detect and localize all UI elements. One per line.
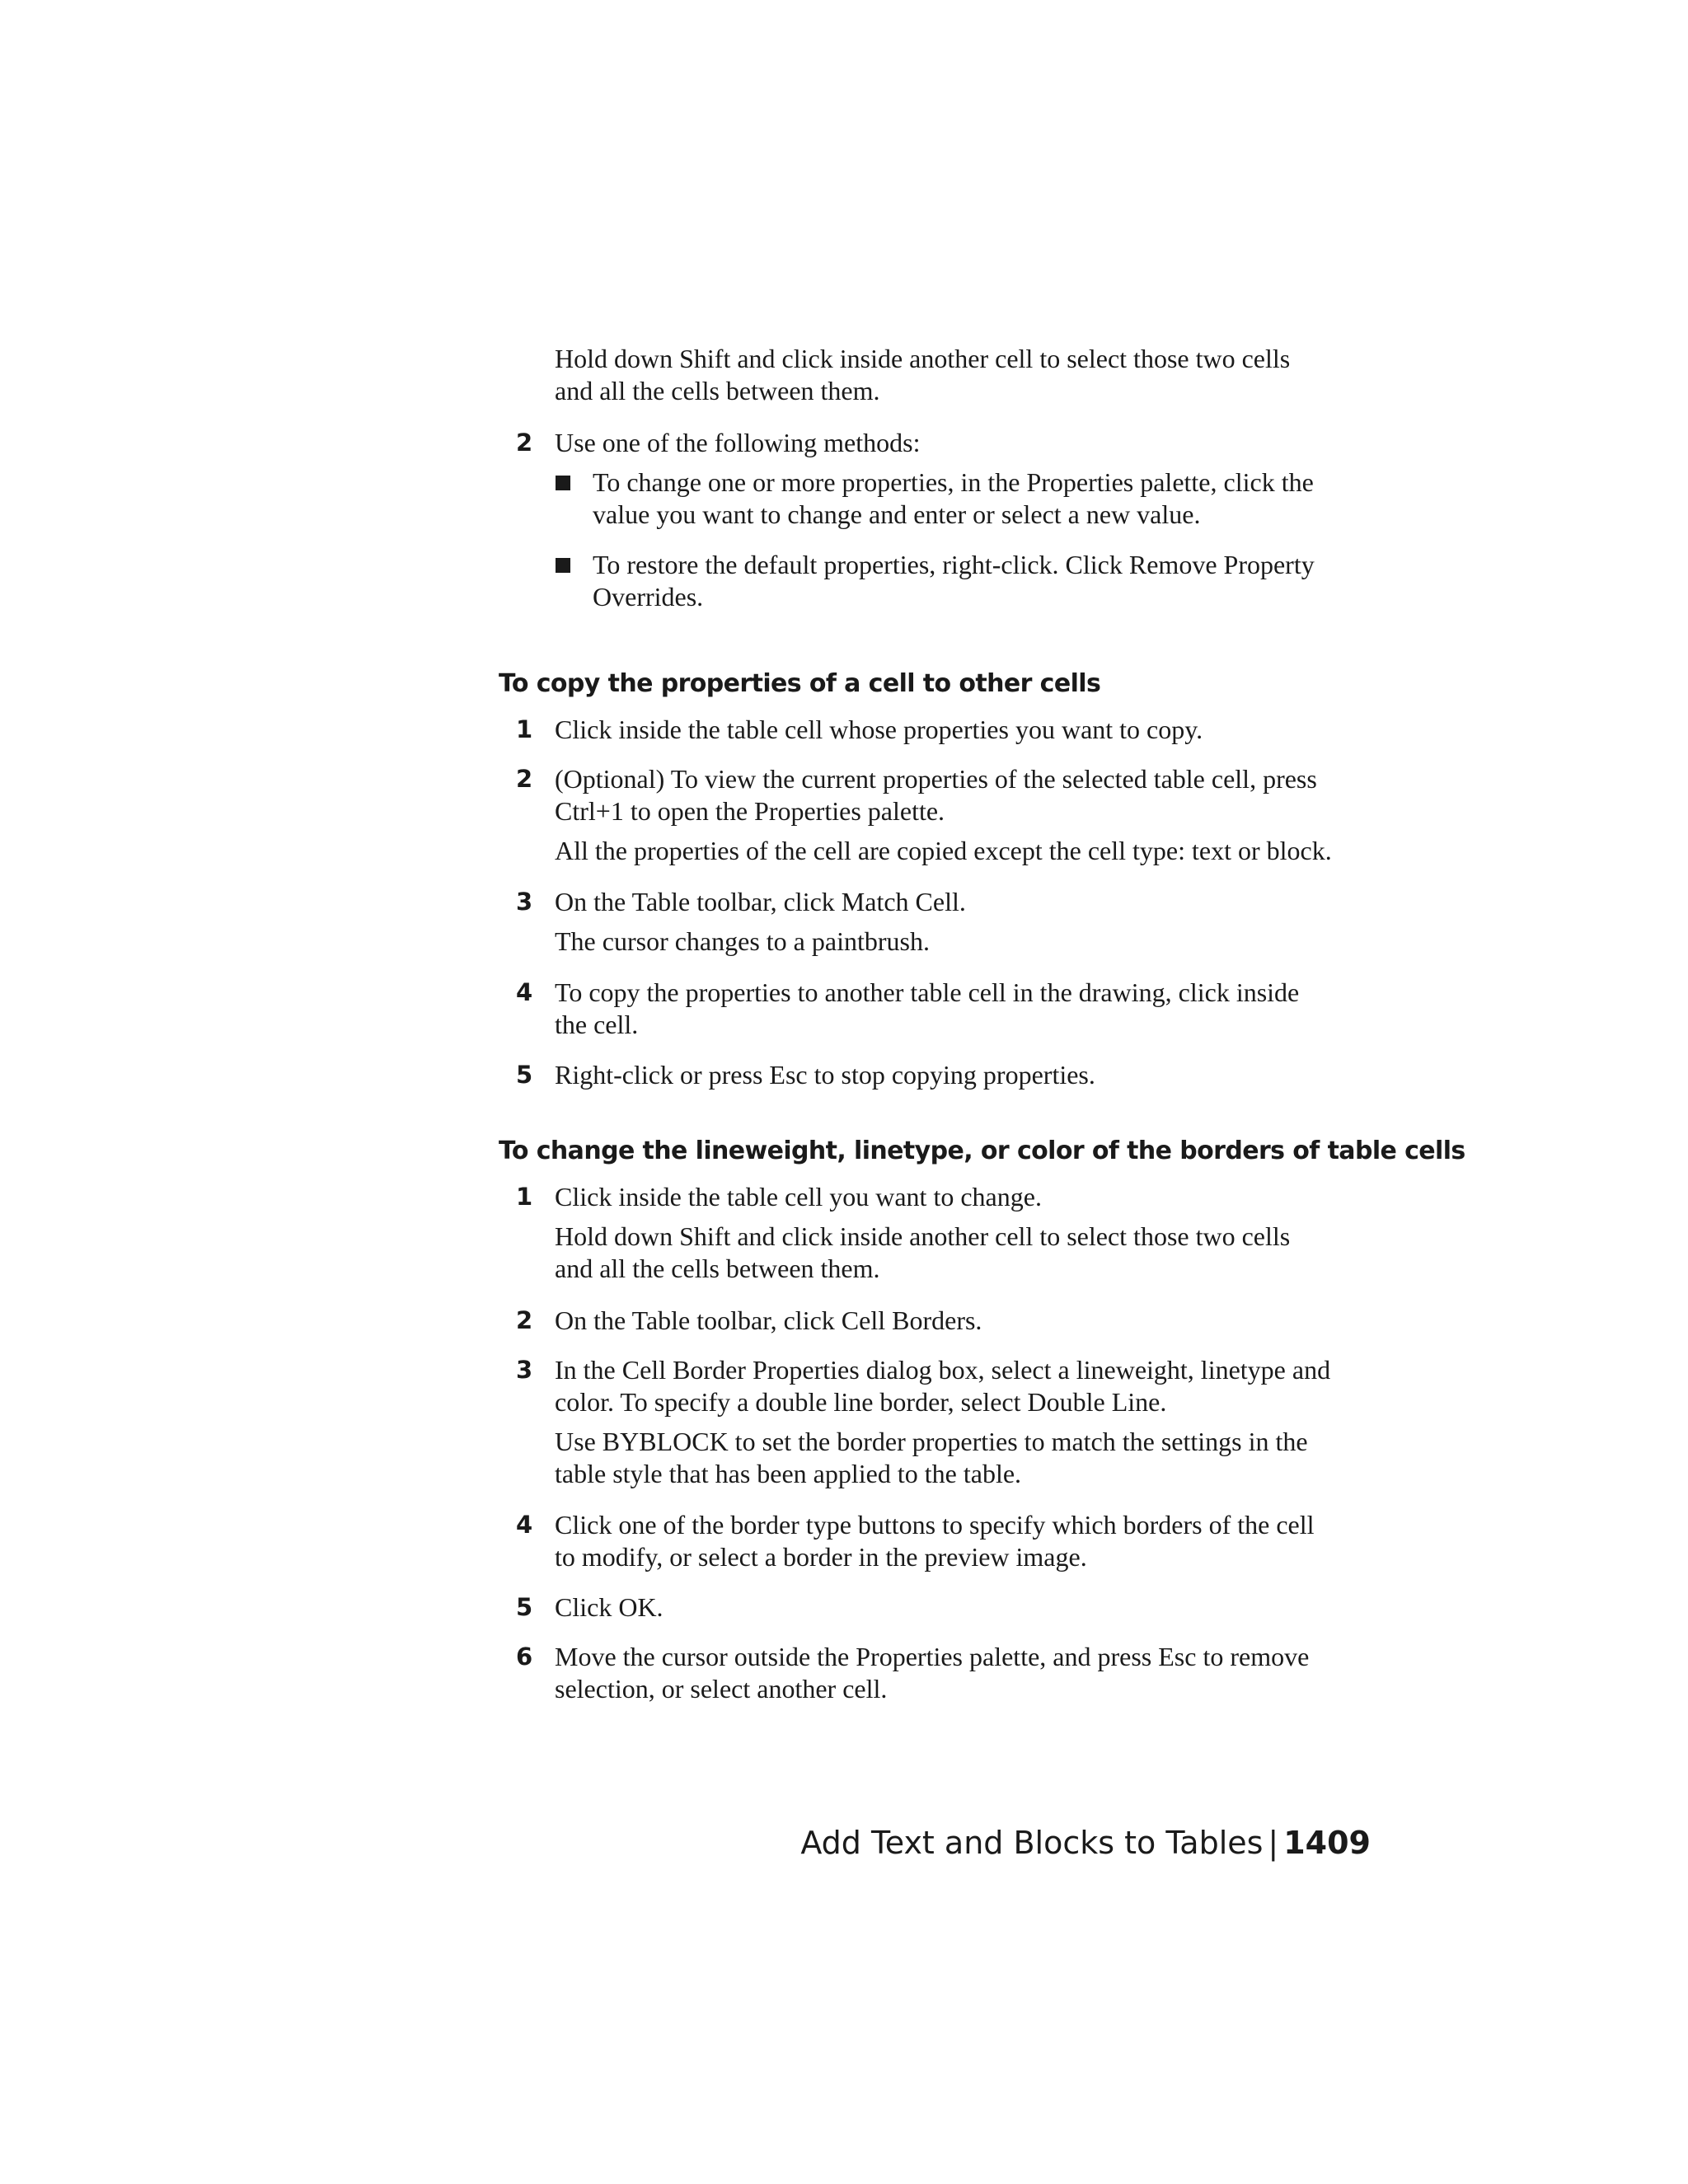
step-note: The cursor changes to a paintbrush. <box>555 926 930 956</box>
step-text: Ctrl+1 to open the Properties palette. <box>555 796 945 826</box>
step-number: 5 <box>516 1593 533 1621</box>
section-heading: To change the lineweight, linetype, or color of the borders of table cells <box>499 1137 1465 1165</box>
step-text: the cell. <box>555 1010 639 1039</box>
step-number: 4 <box>516 978 533 1006</box>
bullet-square-icon <box>556 476 570 490</box>
step-number: 1 <box>516 715 533 743</box>
footer-title: Add Text and Blocks to Tables <box>800 1825 1264 1861</box>
step-text: (Optional) To view the current properties of the selected table cell, press <box>555 764 1317 794</box>
step-text: color. To specify a double line border, select Double Line. <box>555 1387 1167 1417</box>
step-text: Click inside the table cell you want to change. <box>555 1182 1042 1212</box>
step-text: to modify, or select a border in the preview image. <box>555 1542 1087 1572</box>
step-text: Click inside the table cell whose properties you want to copy. <box>555 715 1203 744</box>
bullet-text: To change one or more properties, in the Properties palette, click the <box>593 467 1314 497</box>
step-number: 6 <box>516 1643 533 1671</box>
step-number: 3 <box>516 888 533 916</box>
step-text: On the Table toolbar, click Cell Borders. <box>555 1305 982 1335</box>
intro-line: Hold down Shift and click inside another cell to select those two cells <box>555 344 1291 373</box>
step-text: Move the cursor outside the Properties palette, and press Esc to remove <box>555 1642 1310 1671</box>
bullet-text: To restore the default properties, right-click. Click Remove Property <box>593 550 1315 579</box>
step-text: On the Table toolbar, click Match Cell. <box>555 887 966 916</box>
step-text: Use one of the following methods: <box>555 428 921 457</box>
step-number: 2 <box>516 765 533 793</box>
step-text: Click OK. <box>555 1592 663 1622</box>
step-text: Right-click or press Esc to stop copying properties. <box>555 1060 1095 1090</box>
step-note: Hold down Shift and click inside another cell to select those two cells <box>555 1221 1291 1251</box>
footer-separator: | <box>1268 1825 1279 1861</box>
section-heading: To copy the properties of a cell to other cells <box>499 669 1101 698</box>
bullet-text: Overrides. <box>593 582 704 612</box>
step-number: 5 <box>516 1061 533 1089</box>
step-number: 2 <box>516 1306 533 1334</box>
step-note: All the properties of the cell are copied except the cell type: text or block. <box>555 836 1332 865</box>
step-note: table style that has been applied to the table. <box>555 1459 1022 1488</box>
step-text: In the Cell Border Properties dialog box, select a lineweight, linetype and <box>555 1355 1331 1385</box>
page-number: 1409 <box>1283 1825 1371 1861</box>
page-footer <box>800 1824 1371 1862</box>
step-number: 1 <box>516 1183 533 1211</box>
step-number: 2 <box>516 429 533 457</box>
step-text: To copy the properties to another table cell in the drawing, click inside <box>555 977 1300 1007</box>
intro-line: and all the cells between them. <box>555 376 880 405</box>
step-number: 3 <box>516 1356 533 1384</box>
step-number: 4 <box>516 1511 533 1539</box>
step-note: and all the cells between them. <box>555 1254 880 1283</box>
step-text: selection, or select another cell. <box>555 1674 888 1704</box>
step-note: Use BYBLOCK to set the border properties to match the settings in the <box>555 1427 1308 1456</box>
bullet-square-icon <box>556 558 570 573</box>
step-text: Click one of the border type buttons to specify which borders of the cell <box>555 1510 1315 1540</box>
bullet-text: value you want to change and enter or select a new value. <box>593 499 1201 529</box>
